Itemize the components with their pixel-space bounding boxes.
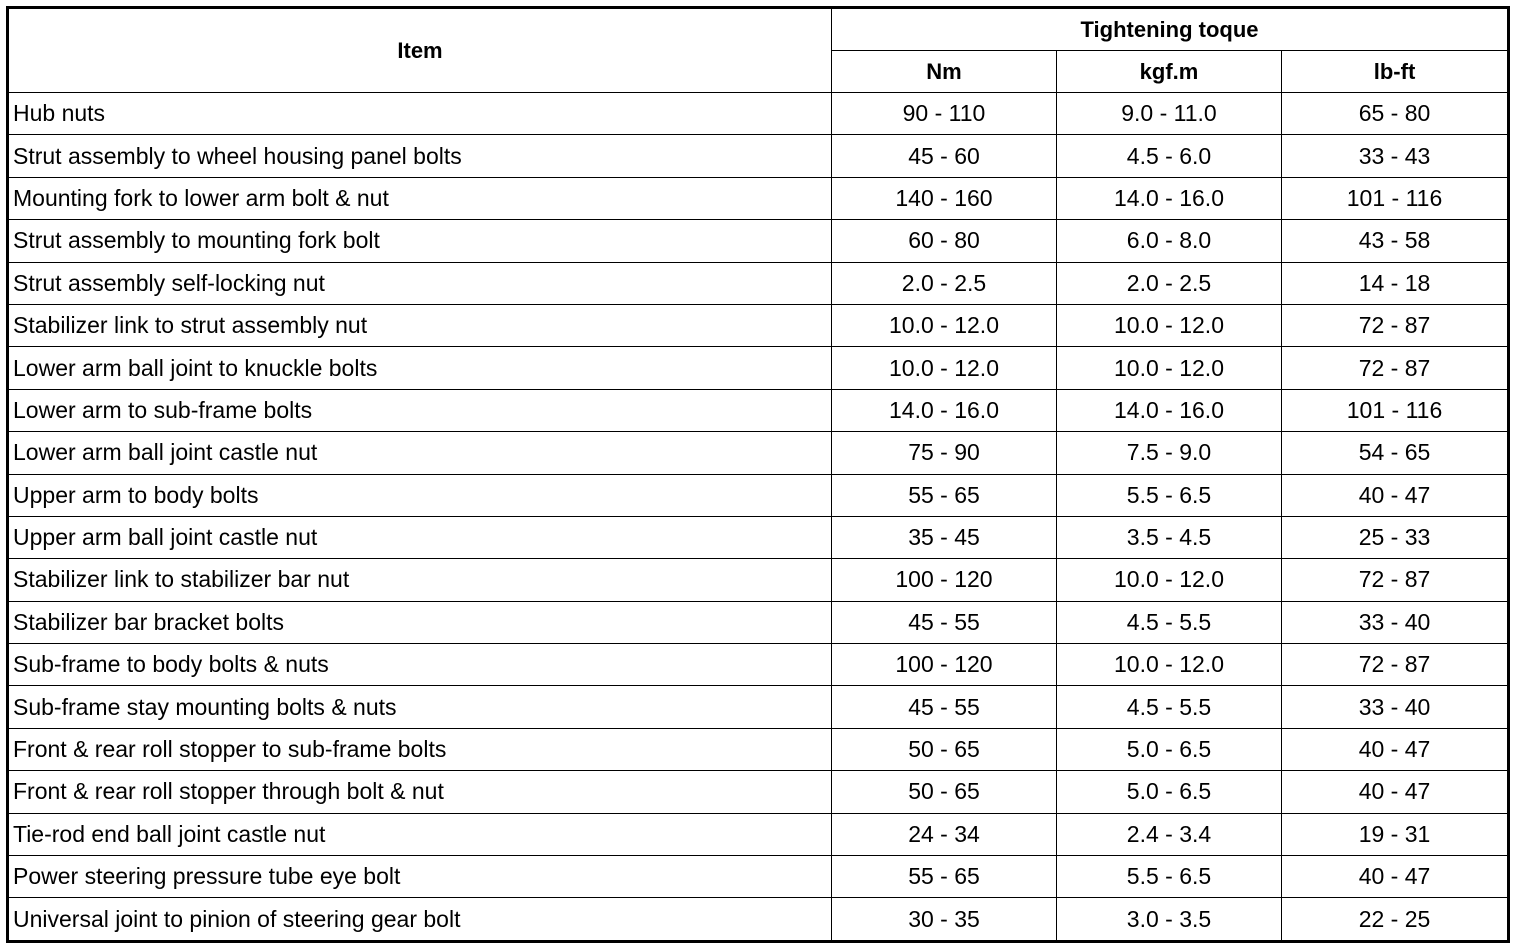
cell-item: Stabilizer link to strut assembly nut xyxy=(8,304,832,346)
table-row xyxy=(8,516,1509,558)
cell-lbft: 54 - 65 xyxy=(1282,432,1509,474)
table-row xyxy=(8,559,1509,601)
cell-nm: 55 - 65 xyxy=(832,474,1057,516)
cell-item: Sub-frame stay mounting bolts & nuts xyxy=(8,686,832,728)
table-row xyxy=(8,644,1509,686)
cell-lbft: 101 - 116 xyxy=(1282,389,1509,431)
cell-nm: 2.0 - 2.5 xyxy=(832,262,1057,304)
column-header-nm: Nm xyxy=(832,51,1057,93)
column-group-tightening-torque: Tightening toque xyxy=(832,8,1509,51)
table-row xyxy=(8,686,1509,728)
cell-kgfm: 5.0 - 6.5 xyxy=(1057,728,1282,770)
cell-lbft: 14 - 18 xyxy=(1282,262,1509,304)
cell-lbft: 65 - 80 xyxy=(1282,93,1509,135)
cell-item: Lower arm ball joint to knuckle bolts xyxy=(8,347,832,389)
cell-nm: 100 - 120 xyxy=(832,559,1057,601)
cell-nm: 50 - 65 xyxy=(832,771,1057,813)
header-row-top xyxy=(8,8,1509,51)
cell-kgfm: 4.5 - 5.5 xyxy=(1057,601,1282,643)
cell-nm: 75 - 90 xyxy=(832,432,1057,474)
cell-kgfm: 2.4 - 3.4 xyxy=(1057,813,1282,855)
cell-kgfm: 10.0 - 12.0 xyxy=(1057,304,1282,346)
cell-lbft: 72 - 87 xyxy=(1282,644,1509,686)
cell-nm: 24 - 34 xyxy=(832,813,1057,855)
cell-lbft: 25 - 33 xyxy=(1282,516,1509,558)
cell-lbft: 33 - 40 xyxy=(1282,686,1509,728)
cell-item: Strut assembly to wheel housing panel bolts xyxy=(8,135,832,177)
cell-kgfm: 5.5 - 6.5 xyxy=(1057,474,1282,516)
cell-item: Mounting fork to lower arm bolt & nut xyxy=(8,177,832,219)
column-header-item: Item xyxy=(8,8,832,93)
cell-lbft: 40 - 47 xyxy=(1282,474,1509,516)
cell-item: Stabilizer link to stabilizer bar nut xyxy=(8,559,832,601)
cell-lbft: 43 - 58 xyxy=(1282,220,1509,262)
cell-kgfm: 3.0 - 3.5 xyxy=(1057,898,1282,941)
cell-item: Tie-rod end ball joint castle nut xyxy=(8,813,832,855)
cell-kgfm: 14.0 - 16.0 xyxy=(1057,177,1282,219)
cell-kgfm: 5.5 - 6.5 xyxy=(1057,856,1282,898)
cell-lbft: 22 - 25 xyxy=(1282,898,1509,941)
cell-nm: 35 - 45 xyxy=(832,516,1057,558)
cell-nm: 60 - 80 xyxy=(832,220,1057,262)
cell-kgfm: 10.0 - 12.0 xyxy=(1057,347,1282,389)
column-header-kgfm: kgf.m xyxy=(1057,51,1282,93)
table-row xyxy=(8,304,1509,346)
cell-kgfm: 4.5 - 5.5 xyxy=(1057,686,1282,728)
cell-item: Stabilizer bar bracket bolts xyxy=(8,601,832,643)
table-row xyxy=(8,728,1509,770)
cell-item: Strut assembly self-locking nut xyxy=(8,262,832,304)
cell-item: Universal joint to pinion of steering gear bolt xyxy=(8,898,832,941)
cell-nm: 140 - 160 xyxy=(832,177,1057,219)
table-row xyxy=(8,856,1509,898)
cell-item: Hub nuts xyxy=(8,93,832,135)
cell-lbft: 72 - 87 xyxy=(1282,347,1509,389)
cell-lbft: 33 - 40 xyxy=(1282,601,1509,643)
torque-spec-table xyxy=(6,6,1510,943)
cell-kgfm: 5.0 - 6.5 xyxy=(1057,771,1282,813)
cell-nm: 30 - 35 xyxy=(832,898,1057,941)
table-row xyxy=(8,813,1509,855)
table-row xyxy=(8,771,1509,813)
cell-kgfm: 10.0 - 12.0 xyxy=(1057,644,1282,686)
cell-nm: 55 - 65 xyxy=(832,856,1057,898)
cell-lbft: 19 - 31 xyxy=(1282,813,1509,855)
cell-nm: 10.0 - 12.0 xyxy=(832,347,1057,389)
cell-item: Upper arm to body bolts xyxy=(8,474,832,516)
cell-lbft: 72 - 87 xyxy=(1282,304,1509,346)
table-row xyxy=(8,93,1509,135)
table-body xyxy=(8,93,1509,942)
cell-nm: 45 - 55 xyxy=(832,686,1057,728)
cell-kgfm: 6.0 - 8.0 xyxy=(1057,220,1282,262)
table-row xyxy=(8,220,1509,262)
table-row xyxy=(8,347,1509,389)
cell-item: Lower arm to sub-frame bolts xyxy=(8,389,832,431)
table-row xyxy=(8,177,1509,219)
cell-lbft: 33 - 43 xyxy=(1282,135,1509,177)
cell-kgfm: 3.5 - 4.5 xyxy=(1057,516,1282,558)
cell-item: Strut assembly to mounting fork bolt xyxy=(8,220,832,262)
table-row xyxy=(8,601,1509,643)
cell-kgfm: 4.5 - 6.0 xyxy=(1057,135,1282,177)
cell-item: Sub-frame to body bolts & nuts xyxy=(8,644,832,686)
cell-kgfm: 2.0 - 2.5 xyxy=(1057,262,1282,304)
cell-kgfm: 14.0 - 16.0 xyxy=(1057,389,1282,431)
table-header xyxy=(8,8,1509,93)
cell-kgfm: 10.0 - 12.0 xyxy=(1057,559,1282,601)
cell-nm: 90 - 110 xyxy=(832,93,1057,135)
cell-lbft: 40 - 47 xyxy=(1282,771,1509,813)
cell-lbft: 72 - 87 xyxy=(1282,559,1509,601)
table-row xyxy=(8,432,1509,474)
cell-kgfm: 9.0 - 11.0 xyxy=(1057,93,1282,135)
cell-nm: 45 - 55 xyxy=(832,601,1057,643)
cell-lbft: 40 - 47 xyxy=(1282,856,1509,898)
cell-item: Front & rear roll stopper through bolt & nut xyxy=(8,771,832,813)
cell-item: Front & rear roll stopper to sub-frame bolts xyxy=(8,728,832,770)
table-row xyxy=(8,474,1509,516)
column-header-lbft: lb-ft xyxy=(1282,51,1509,93)
cell-nm: 14.0 - 16.0 xyxy=(832,389,1057,431)
cell-lbft: 101 - 116 xyxy=(1282,177,1509,219)
table-row xyxy=(8,262,1509,304)
cell-kgfm: 7.5 - 9.0 xyxy=(1057,432,1282,474)
cell-item: Lower arm ball joint castle nut xyxy=(8,432,832,474)
cell-nm: 50 - 65 xyxy=(832,728,1057,770)
cell-lbft: 40 - 47 xyxy=(1282,728,1509,770)
cell-item: Power steering pressure tube eye bolt xyxy=(8,856,832,898)
cell-nm: 10.0 - 12.0 xyxy=(832,304,1057,346)
cell-nm: 45 - 60 xyxy=(832,135,1057,177)
cell-item: Upper arm ball joint castle nut xyxy=(8,516,832,558)
table-row xyxy=(8,898,1509,941)
cell-nm: 100 - 120 xyxy=(832,644,1057,686)
table-row xyxy=(8,389,1509,431)
table-row xyxy=(8,135,1509,177)
